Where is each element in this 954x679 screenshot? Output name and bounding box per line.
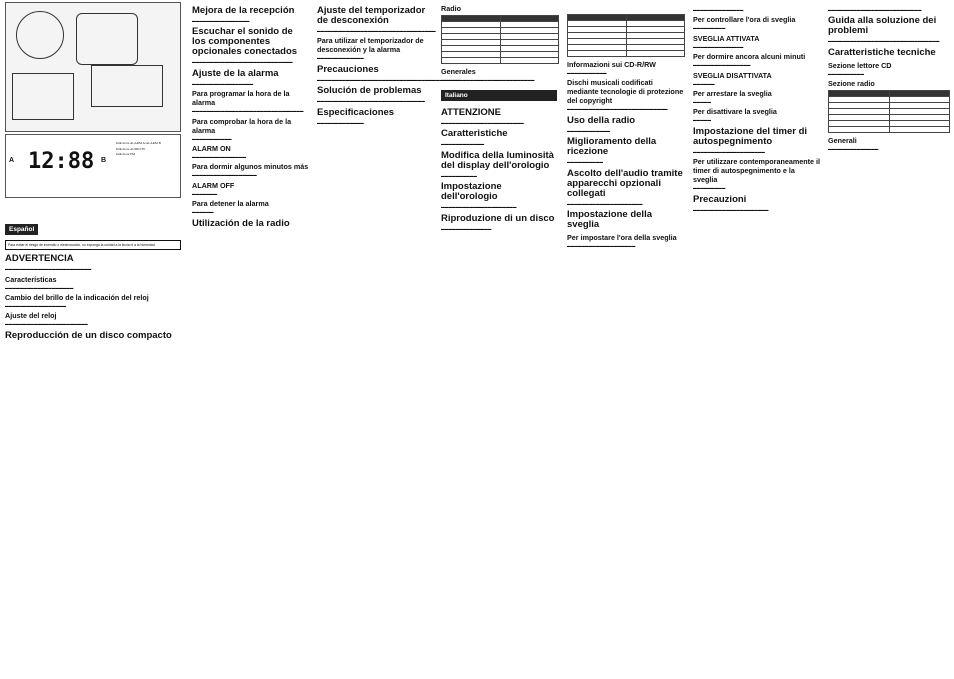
- heading-per-impostare: Per impostare l'ora della sveglia: [567, 233, 677, 243]
- cd-lid-shape: [16, 11, 64, 59]
- heading-precauciones: Precauciones: [317, 63, 379, 75]
- label-a: A: [9, 157, 15, 164]
- text-block: ▬▬▬▬▬▬▬▬▬▬▬▬▬▬: [441, 226, 492, 231]
- text-block: ▬▬▬▬▬▬▬▬▬▬▬▬▬▬▬▬▬▬▬▬▬▬▬▬▬▬▬▬▬▬▬: [828, 39, 940, 44]
- heading-sezione-cd: Sezione lettore CD: [828, 60, 892, 70]
- text-block: ▬▬▬▬▬▬▬▬▬▬▬▬▬▬▬▬▬▬▬▬: [693, 149, 765, 154]
- column-4: [441, 0, 559, 679]
- heading-dischi: Dischi musicali codificati mediante tecnologie di protezione del copyright: [567, 78, 684, 106]
- heading-disattivata: SVEGLIA DISATTIVATA: [693, 70, 772, 80]
- heading-tecniche: Caratteristiche tecniche: [828, 46, 936, 58]
- heading-generales: Generales: [441, 67, 476, 76]
- heading-attivata: SVEGLIA ATTIVATA: [693, 33, 760, 43]
- text-block: ▬▬▬▬▬▬▬▬▬▬▬▬▬▬▬▬▬▬▬: [567, 244, 636, 249]
- text-block: ▬▬▬▬▬▬▬▬▬▬▬: [192, 136, 232, 141]
- heading-radio: Radio: [441, 4, 461, 13]
- text-block: ▬▬▬▬▬▬: [693, 81, 715, 86]
- heading-advertencia: ADVERTENCIA: [5, 253, 74, 265]
- heading-generali: Generali: [828, 136, 857, 146]
- text-block: ▬▬▬▬▬▬▬▬▬▬▬▬▬▬▬▬▬▬▬▬▬▬▬▬▬▬▬▬▬▬▬▬▬: [317, 29, 436, 33]
- text-block: ▬▬▬▬▬▬▬▬▬▬▬▬▬: [317, 120, 364, 125]
- device-side-shape: [12, 73, 74, 120]
- text-block: ▬▬▬▬▬▬▬▬▬▬▬▬▬▬▬▬▬▬▬▬▬▬▬: [5, 322, 88, 327]
- heading-reproduccion: Reproducción de un disco compacto: [5, 329, 172, 341]
- heading-alarm-off: ALARM OFF: [192, 180, 235, 190]
- callout-3: Indicatore PM: [116, 152, 135, 156]
- text-block: ▬▬▬▬▬▬▬▬▬▬▬▬▬▬▬▬▬▬▬▬▬: [567, 201, 643, 206]
- column-1: [5, 0, 181, 679]
- heading-dormire: Per dormire ancora alcuni minuti: [693, 52, 806, 62]
- callout-2: Indicatore AUDIO IN: [116, 146, 145, 151]
- text-block: ▬▬▬▬▬▬▬▬▬▬▬▬▬: [317, 56, 364, 61]
- text-block: ▬▬▬▬▬▬▬▬▬▬▬▬▬▬▬▬▬▬▬▬▬▬▬▬▬▬▬▬▬▬▬: [192, 109, 304, 114]
- device-back-shape: [91, 65, 163, 107]
- device-illustration-top: [5, 2, 181, 132]
- heading-ascolto: Ascolto dell'audio tramite apparecchi opzionali collegati: [567, 167, 683, 199]
- column-6: [693, 0, 821, 679]
- column-2: [192, 0, 309, 679]
- callout-1: Indicatore ALARM A/ALARM B: [116, 141, 161, 145]
- text-block: ▬▬▬▬▬: [693, 118, 711, 123]
- text-block: ▬▬▬▬▬▬▬▬▬▬▬▬▬▬▬▬▬▬▬▬▬▬▬: [441, 120, 524, 125]
- heading-caratteristiche: Caratteristiche: [441, 128, 508, 140]
- heading-cambio-brillo: Cambio del brillo de la indicación del reloj: [5, 293, 149, 303]
- text-block: ▬▬▬▬▬▬▬▬▬▬▬▬▬▬: [693, 8, 744, 12]
- device-body-shape: [76, 13, 138, 65]
- text-block: ▬▬▬▬▬▬▬▬▬▬: [567, 160, 603, 165]
- heading-utilizar: Para utilizar el temporizador de desconexión y la alarma: [317, 36, 424, 55]
- text-block: ▬▬▬▬▬▬: [192, 210, 214, 215]
- text-block: ▬▬▬▬▬▬▬▬▬▬▬▬▬▬▬▬▬▬▬▬▬▬▬▬▬▬▬▬▬▬▬▬▬▬▬▬▬▬▬▬: [317, 77, 461, 82]
- text-block: ▬▬▬▬▬▬▬▬▬▬▬▬: [441, 142, 485, 147]
- text-block: ▬▬▬▬▬▬▬▬▬▬: [828, 71, 864, 76]
- heading-dormir: Para dormir algunos minutos más: [192, 162, 309, 172]
- heading-ajuste-alarma: Ajuste de la alarma: [192, 67, 279, 79]
- heading-precauzioni: Precauzioni: [693, 193, 747, 205]
- label-b: B: [101, 157, 107, 164]
- spec-table-cd: [567, 14, 685, 57]
- text-block: ▬▬▬▬▬▬▬▬▬▬: [441, 173, 477, 178]
- text-block: ▬▬▬▬▬▬▬▬▬▬▬▬: [567, 128, 611, 133]
- heading-escuchar: Escuchar el sonido de los componentes opcionales conectados: [192, 26, 298, 58]
- heading-riproduzione: Riproduzione di un disco: [441, 212, 555, 224]
- text-block: ▬▬▬▬▬▬▬▬▬▬▬▬▬▬▬▬▬▬▬▬▬▬▬▬: [5, 267, 92, 272]
- heading-sezione-radio: Sezione radio: [828, 79, 875, 89]
- language-tab-espanol: Español: [5, 224, 38, 235]
- text-block: ▬▬▬▬▬▬▬▬▬▬▬▬▬▬▬▬▬▬▬▬▬▬▬▬▬▬: [441, 78, 535, 82]
- heading-especificaciones: Especificaciones: [317, 106, 395, 118]
- text-block: ▬▬▬▬▬▬▬: [192, 191, 218, 196]
- heading-ajuste-reloj: Ajuste del reloj: [5, 311, 57, 321]
- heading-detener: Para detener la alarma: [192, 199, 269, 209]
- language-tab-italiano: Italiano: [441, 90, 557, 101]
- heading-impostazione: Impostazione dell'orologio: [441, 181, 502, 203]
- heading-timer: Impostazione del timer di autospegnimento: [693, 125, 808, 147]
- spec-table-radio: [441, 15, 559, 64]
- text-block: ▬▬▬▬▬▬▬▬▬▬▬▬▬▬▬: [192, 155, 246, 160]
- text-block: ▬▬▬▬▬▬▬▬▬▬▬▬▬▬: [693, 44, 744, 49]
- text-block: ▬▬▬▬▬▬▬▬▬▬▬▬▬▬▬▬▬▬▬▬▬: [693, 207, 769, 212]
- clock-display-panel: [5, 134, 181, 198]
- heading-miglioramento: Miglioramento della ricezione: [567, 136, 657, 158]
- heading-cd-info: Informazioni sui CD-R/RW: [567, 60, 656, 69]
- heading-solucion: Solución de problemas: [317, 85, 422, 97]
- text-block: ▬▬▬▬▬▬▬▬▬: [693, 186, 726, 191]
- heading-attenzione: ATTENZIONE: [441, 106, 501, 118]
- spec-table-radio-it: [828, 90, 950, 133]
- text-block: ▬▬▬▬▬▬▬▬▬▬▬▬▬▬▬▬▬▬▬: [5, 285, 74, 290]
- text-block: ▬▬▬▬▬: [693, 100, 711, 105]
- text-block: ▬▬▬▬▬▬▬▬▬▬▬▬▬▬: [828, 147, 879, 152]
- heading-guida: Guida alla soluzione dei problemi: [828, 15, 937, 37]
- heading-temporizador: Ajuste del temporizador de desconexión: [317, 5, 426, 26]
- text-block: ▬▬▬▬▬▬▬▬▬▬▬▬▬▬▬▬: [693, 63, 751, 68]
- heading-disattivare: Per disattivare la sveglia: [693, 107, 777, 117]
- callout-list: [116, 141, 178, 158]
- heading-utilizzare: Per utilizzare contemporaneamente il timer di autospegnimento e la sveglia: [693, 157, 821, 185]
- warning-note: Para evitar el riesgo de incendio o electrocución, no exponga la unidad a la lluvia ni a la humedad.: [5, 240, 181, 250]
- heading-arrestare: Per arrestare la sveglia: [693, 89, 772, 99]
- text-block: ▬▬▬▬▬▬▬▬▬: [693, 26, 726, 31]
- text-block: ▬▬▬▬▬▬▬▬▬▬▬▬▬▬▬▬▬▬▬▬▬▬▬▬▬▬▬▬: [567, 107, 668, 112]
- text-block: ▬▬▬▬▬▬▬▬▬▬▬▬▬▬▬▬▬: [5, 304, 67, 309]
- heading-modifica: Modifica della luminosità del display dell'orologio: [441, 149, 554, 171]
- text-block: ▬▬▬▬▬▬▬▬▬▬▬▬▬▬▬▬▬▬▬▬▬▬▬▬▬▬: [828, 8, 922, 12]
- text-block: ▬▬▬▬▬▬▬▬▬▬▬▬▬▬▬▬▬: [192, 81, 254, 86]
- heading-caracteristicas: Características: [5, 274, 57, 284]
- text-block: ▬▬▬▬▬▬▬▬▬▬▬▬▬▬▬▬▬▬▬▬▬: [441, 205, 517, 210]
- heading-programar: Para programar la hora de la alarma: [192, 89, 290, 108]
- heading-comprobar: Para comprobar la hora de la alarma: [192, 116, 292, 135]
- heading-uso-radio: Uso della radio: [567, 114, 636, 126]
- clock-display: 12:88: [28, 149, 95, 174]
- text-block: ▬▬▬▬▬▬▬▬▬▬▬▬▬▬▬▬▬▬: [192, 173, 257, 178]
- text-block: ▬▬▬▬▬▬▬▬▬▬▬: [567, 71, 607, 75]
- heading-imp-sveglia: Impostazione della sveglia: [567, 209, 652, 231]
- heading-alarm-on: ALARM ON: [192, 144, 231, 154]
- text-block: ▬▬▬▬▬▬▬▬▬▬▬▬▬▬▬▬▬▬▬▬▬▬▬▬▬▬▬▬▬▬: [317, 99, 425, 104]
- heading-controllare: Per controllare l'ora di sveglia: [693, 15, 796, 25]
- text-block: ▬▬▬▬▬▬▬▬▬▬▬▬▬▬▬▬▬▬▬▬▬▬▬▬▬▬▬▬: [192, 60, 293, 65]
- text-block: ▬▬▬▬▬▬▬▬▬▬▬▬▬▬▬▬: [192, 19, 250, 23]
- column-7: [828, 0, 950, 679]
- column-5: [567, 0, 685, 679]
- heading-mejora: Mejora de la recepción: [192, 5, 295, 16]
- heading-utilizacion: Utilización de la radio: [192, 217, 290, 229]
